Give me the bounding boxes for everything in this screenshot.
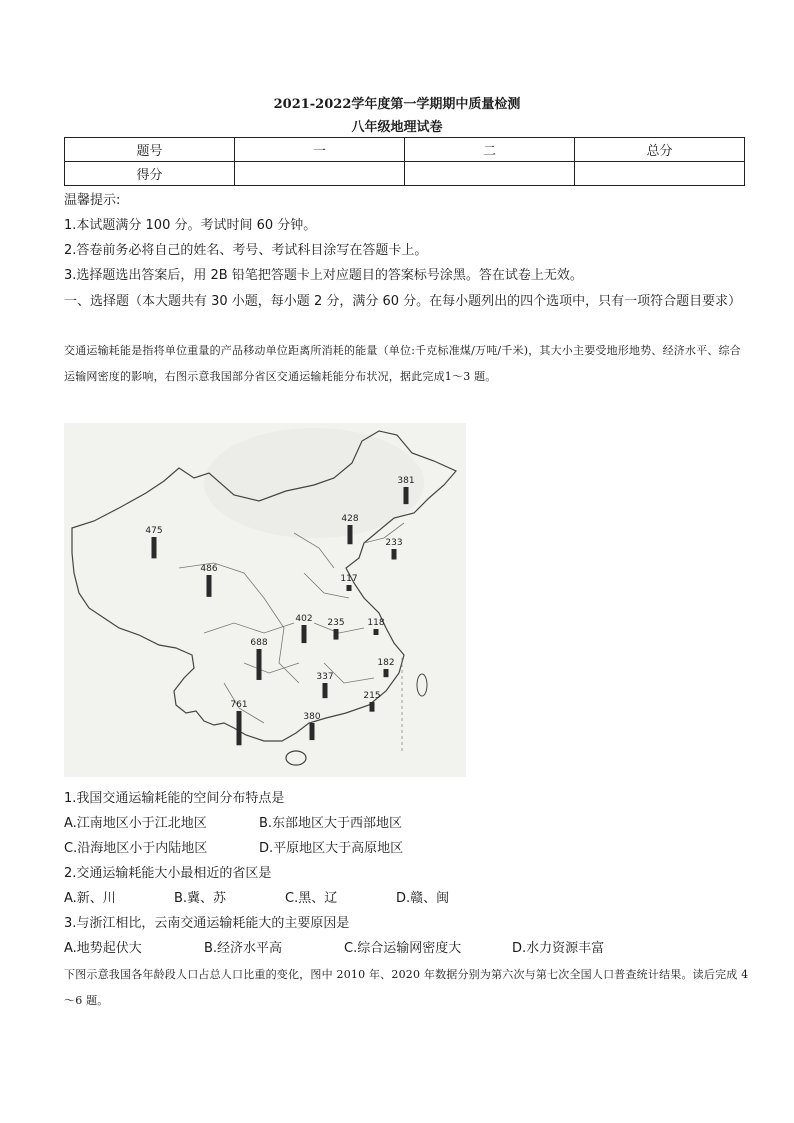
map-value-label: 235 [327, 618, 345, 628]
map-value-label: 761 [230, 700, 248, 710]
map-value-label: 402 [295, 614, 313, 624]
question-3-options [64, 939, 754, 959]
option-c[interactable]: C.综合运输网密度大 [344, 941, 462, 956]
map-value-label: 381 [397, 476, 415, 486]
header-cell-part-one: 一 [235, 138, 405, 162]
option-c[interactable]: C.沿海地区小于内陆地区 [64, 841, 208, 856]
china-map-svg [64, 423, 466, 777]
map-value-label: 337 [316, 672, 334, 682]
question-1-options-2 [64, 839, 754, 859]
tips-heading: 温馨提示: [64, 193, 121, 208]
passage-2: 下图示意我国各年龄段人口占总人口比重的变化，图中 2010 年、2020 年数据分别为第六次与第七次全国人口普查统计结果。读后完成 4～6 题。 [64, 968, 749, 1007]
exam-title: 2021-2022学年度第一学期期中质量检测 [273, 97, 521, 112]
score-cell-part-one [235, 162, 405, 186]
map-value-label: 233 [385, 538, 403, 548]
china-map-figure [64, 423, 466, 777]
map-value-bar [302, 625, 307, 643]
header-cell-part-two: 二 [405, 138, 575, 162]
tip-item: 1.本试题满分 100 分。考试时间 60 分钟。 [64, 218, 317, 233]
option-a[interactable]: A.地势起伏大 [64, 941, 142, 956]
option-c[interactable]: C.黑、辽 [285, 891, 338, 906]
map-value-bar [404, 487, 409, 504]
map-value-bar [323, 683, 328, 698]
map-value-bar [348, 525, 353, 544]
map-value-bar [207, 575, 212, 597]
option-b[interactable]: B.东部地区大于西部地区 [259, 816, 403, 831]
option-a[interactable]: A.新、川 [64, 891, 116, 906]
map-value-label: 475 [145, 526, 163, 536]
score-cell-total [575, 162, 745, 186]
map-value-bar [237, 711, 242, 745]
map-value-label: 182 [377, 658, 395, 668]
tip-item: 3.选择题选出答案后，用 2B 铅笔把答题卡上对应题目的答案标号涂黑。答在试卷上无效。 [64, 268, 583, 283]
map-value-label: 215 [363, 691, 381, 701]
map-value-label: 118 [367, 618, 385, 628]
question-2-options [64, 889, 754, 909]
header-cell-total: 总分 [575, 138, 745, 162]
map-value-label: 688 [250, 638, 268, 648]
header-cell-question-no: 题号 [65, 138, 235, 162]
question-3-stem: 3.与浙江相比，云南交通运输耗能大的主要原因是 [64, 916, 350, 931]
map-value-bar [392, 549, 397, 559]
map-value-label: 380 [303, 712, 321, 722]
map-value-label: 117 [340, 574, 358, 584]
map-value-bar [310, 723, 315, 740]
map-value-bar [334, 629, 339, 640]
map-value-bar [152, 537, 157, 558]
score-cell-part-two [405, 162, 575, 186]
row-label-score: 得分 [65, 162, 235, 186]
question-1-options [64, 814, 754, 834]
question-1-stem: 1.我国交通运输耗能的空间分布特点是 [64, 791, 285, 806]
map-value-label: 428 [341, 514, 359, 524]
option-d[interactable]: D.赣、闽 [396, 891, 450, 906]
table-row [65, 162, 745, 186]
question-2-stem: 2.交通运输耗能大小最相近的省区是 [64, 866, 272, 881]
option-d[interactable]: D.平原地区大于高原地区 [259, 841, 404, 856]
map-value-bar [374, 629, 379, 635]
map-value-bar [384, 669, 389, 677]
option-d[interactable]: D.水力资源丰富 [512, 941, 605, 956]
section-heading: 一、选择题（本大题共有 30 小题，每小题 2 分，满分 60 分。在每小题列出的四个选项中，只有一项符合题目要求） [64, 294, 742, 309]
tip-item: 2.答卷前务必将自己的姓名、考号、考试科目涂写在答题卡上。 [64, 243, 428, 258]
passage-1: 交通运输耗能是指将单位重量的产品移动单位距离所消耗的能量（单位:千克标准煤/万吨/千米)，其大小主要受地形地势、经济水平、综合运输网密度的影响，右图示意我国部分省区交通运输耗能分布状况，据此完成1～3 题。 [64, 344, 742, 383]
table-row [65, 138, 745, 162]
option-b[interactable]: B.冀、苏 [174, 891, 227, 906]
exam-subtitle: 八年级地理试卷 [351, 120, 443, 135]
map-value-bar [370, 702, 375, 712]
map-value-bar [347, 585, 352, 591]
option-a[interactable]: A.江南地区小于江北地区 [64, 816, 207, 831]
map-value-label: 486 [200, 564, 218, 574]
option-b[interactable]: B.经济水平高 [204, 941, 283, 956]
score-table [64, 137, 745, 186]
map-value-bar [257, 649, 262, 680]
